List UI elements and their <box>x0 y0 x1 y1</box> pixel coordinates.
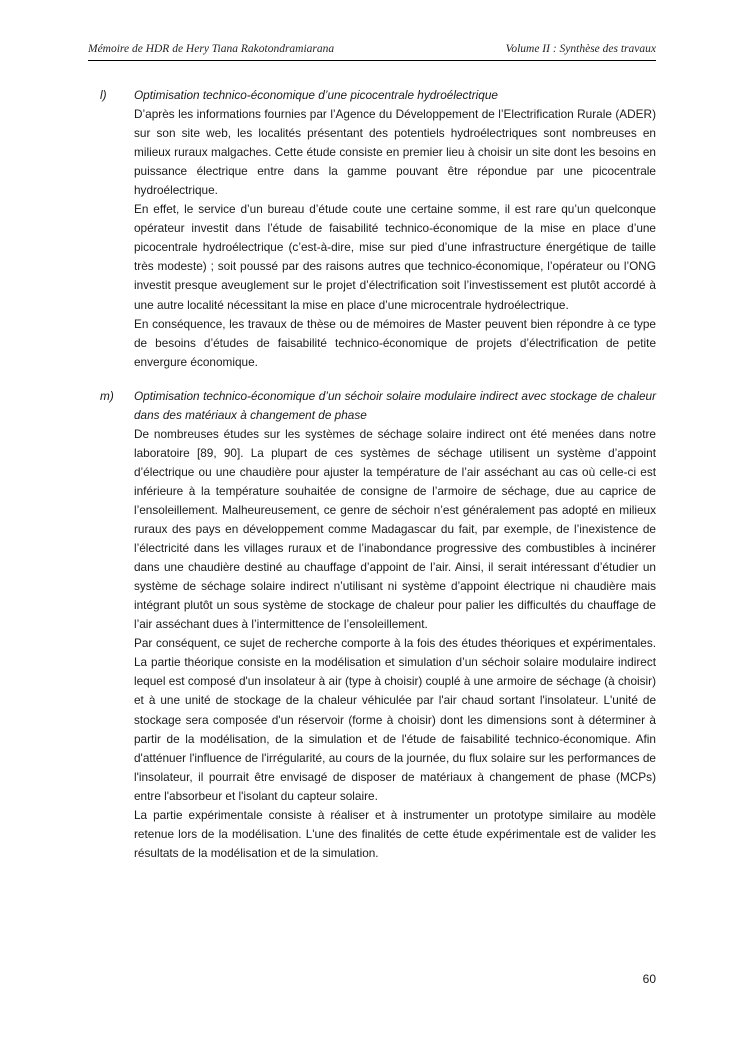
section-title: Optimisation technico-économique d’un séchoir solaire modulaire indirect avec stockage de chaleur dans des matériaux à changement de phase <box>134 388 656 422</box>
section-title: Optimisation technico-économique d’une picocentrale hydroélectrique <box>134 88 498 102</box>
header-volume: Volume II : Synthèse des travaux <box>505 43 656 55</box>
paragraph: De nombreuses études sur les systèmes de séchage solaire indirect ont été menées dans notre laboratoire [89, 90]. La plupart de ces systèmes de séchage utilisent un système d’appoint d’électrique ou une chaudière pour ajuster la température de l’air asséchant au cas où celle-ci est inférieure à la température souhaitée de consigne de l’armoire de séchage, due au caprice de l’ensoleillement. Malheureusement, ce genre de séchoir n’est généralement pas adopté en milieux ruraux des pays en développement comme Madagascar du fait, par exemple, de l’inexistence de l’électricité dans les villages ruraux et de l’inabondance progressive des combustibles à incinérer dans une chaudière destiné au chauffage d’appoint de l’air. Ainsi, il serait intéressant d’étudier un système de séchage solaire indirect n’utilisant ni système d’appoint électrique ni chaudière mais intégrant plutôt un sous système de stockage de chaleur pour palier les difficultés du chauffage de l’air asséchant dues à l’intermittence de l’ensoleillement. <box>134 426 656 632</box>
paragraph: En effet, le service d’un bureau d’étude coute une certaine somme, il est rare qu’un quelconque opérateur investit dans l’étude de faisabilité technico-économique de la mise en place d’une picocentrale hydroélectrique (c’est-à-dire, mise sur pied d’une infrastructure énergétique de taille très modeste) ; soit poussé par des raisons autres que technico-économique, l’opérateur ou l’ONG investit presque aveuglement sur le projet d’électrification soit l’investissement est plutôt accordé à une autre localité nécessitant la mise en place d’une microcentrale hydroélectrique. <box>134 202 656 312</box>
paragraph: Par conséquent, ce sujet de recherche comporte à la fois des études théoriques et expérimentales. La partie théorique consiste en la modélisation et simulation d’un séchoir solaire modulaire indirect lequel est composé d'un insolateur à air (type à choisir) couplé à une armoire de séchage (à choisir) et à une unité de stockage de la chaleur véhiculée par l'air chaud sortant l'insolateur. L'unité de stockage sera composée d'un réservoir (forme à choisir) dont les dimensions sont à déterminer à partir de la modélisation, de la simulation et de l'étude de faisabilité technico-économique. Afin d'atténuer l'influence de l'irrégularité, au cours de la journée, du flux solaire sur les performances de l'insolateur, il pourrait être envisagé de disposer de matériaux à changement de phase (MCPs) entre l'absorbeur et l'isolant du capteur solaire. <box>134 636 656 803</box>
section-heading <box>100 387 656 425</box>
paragraph: D’après les informations fournies par l’Agence du Développement de l’Electrification Rurale (ADER) sur son site web, les localités présentant des potentiels hydroélectriques sont nombreuses en milieux ruraux malgaches. Cette étude consiste en premier lieu à choisir un site dont les besoins en puissance électrique entre dans la gamme pouvant être répondue par une picocentrale hydroélectrique. <box>134 107 656 198</box>
paragraph: En conséquence, les travaux de thèse ou de mémoires de Master peuvent bien répondre à ce type de besoins d’études de faisabilité technico-économique de projets d’électrification de petite envergure économique. <box>134 316 656 369</box>
section-marker: m) <box>100 388 114 403</box>
section-l <box>100 86 656 372</box>
section-heading <box>100 86 656 105</box>
page-header <box>88 40 656 61</box>
paragraph: La partie expérimentale consiste à réaliser et à instrumenter un prototype similaire au modèle retenue lors de la modélisation. L'une des finalités de cette étude expérimentale est de valider les résultats de la modélisation et de la simulation. <box>134 807 656 860</box>
page-content <box>100 86 656 863</box>
header-author: Mémoire de HDR de Hery Tiana Rakotondramiarana <box>88 43 335 55</box>
section-m <box>100 387 656 863</box>
page-number: 60 <box>642 972 656 986</box>
section-marker: l) <box>100 88 107 102</box>
